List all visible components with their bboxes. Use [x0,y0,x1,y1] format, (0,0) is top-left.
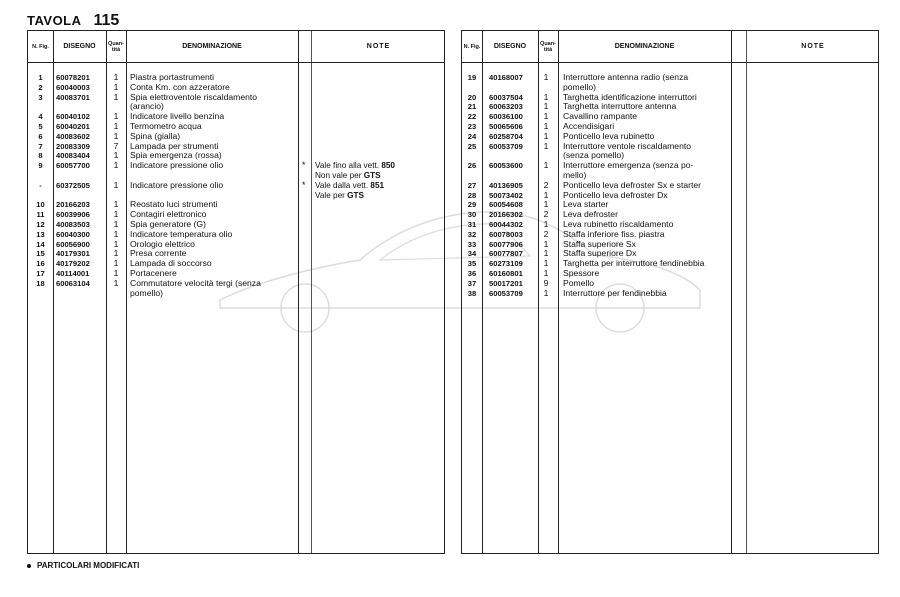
part-number: 50017201 [489,278,523,288]
row-number: 17 [36,268,45,278]
col-denominazione: DENOMINAZIONE [614,42,675,50]
row-description: Interruttore per fendinebbia [563,287,667,298]
part-number: 60044302 [489,219,523,229]
row-description: Reostato luci strumenti [130,199,218,210]
table-row [462,161,878,171]
row-quantity: 1 [543,248,549,259]
table-row [28,240,444,250]
row-description: Portacenere [130,267,177,278]
row-quantity: 1 [543,72,549,82]
part-number: 60040003 [56,82,90,92]
row-description: Targhetta identificazione interruttori [563,91,697,102]
part-number: 20166302 [489,210,523,220]
part-number: 50065606 [489,121,523,131]
row-quantity: 1 [543,91,549,102]
footer-label: PARTICOLARI MODIFICATI [37,561,140,570]
row-number: 5 [38,121,43,131]
row-quantity: 1 [113,130,119,141]
col-fig: N. Fig. [463,43,481,50]
row-description: Interruttore emergenza (senza po- [563,160,694,171]
table-row [462,269,878,279]
table-row [462,289,878,299]
row-description: Staffa superiore Sx [563,238,636,249]
col-disegno: DISEGNO [63,42,96,50]
row-description: Orologio elettrico [130,238,195,249]
row-number: 27 [467,180,477,190]
table-row [462,259,878,269]
part-number: 40083602 [56,131,90,141]
row-quantity: 1 [113,218,119,229]
row-description: Spia elettroventole riscaldamento [130,91,258,102]
footer-note [27,561,139,570]
table-row [28,210,444,220]
row-description: Staffa superiore Dx [563,248,637,259]
row-description: Spia emergenza (rossa) [130,150,222,161]
row-description: Cavallino rampante [563,111,638,122]
row-number: - [39,180,42,190]
row-description: Conta Km. con azzeratore [130,81,230,92]
col-denominazione: DENOMINAZIONE [182,42,242,50]
row-number: 21 [467,102,477,112]
row-description: Ponticello leva defroster Dx [563,189,668,200]
part-number: 40179202 [56,259,90,269]
row-quantity: 1 [543,218,549,229]
part-number: 60040300 [56,229,90,239]
header-label: TAVOLA [27,13,82,28]
row-number: 11 [36,210,45,220]
row-quantity: 1 [543,101,549,112]
row-description: Targhetta interruttore antenna [563,101,677,112]
row-description: Piastra portastrumenti [130,72,215,82]
row-quantity: 2 [543,209,549,220]
table-row [28,259,444,269]
table-row [462,181,878,191]
table-row [28,171,444,181]
row-quantity: 2 [543,179,549,190]
row-note [315,161,395,171]
row-description: Staffa inferiore fiss. piastra [563,228,665,239]
part-number: 40168007 [489,73,523,82]
row-number: 9 [38,161,43,171]
row-description: Spina (gialla) [130,130,181,141]
row-quantity: 1 [543,199,549,210]
row-quantity: 1 [543,238,549,249]
row-description: Lampada di soccorso [130,258,212,269]
part-number: 40083404 [56,151,90,161]
table-row [462,191,878,201]
row-number: 22 [467,112,477,122]
row-quantity: 1 [543,111,549,122]
table-row [28,230,444,240]
row-number: 37 [467,278,477,288]
row-description: Spessore [563,267,600,278]
col-qty: Quan- tità [540,40,556,53]
left-table [27,30,445,554]
row-number: 1 [38,73,43,82]
row-description: Targhetta per interruttore fendinebbia [563,258,705,269]
part-number: 60053709 [489,288,523,298]
note-text: Vale fino alla vett. [315,161,380,171]
table-row [462,142,878,152]
table-row [28,132,444,142]
part-number: 60258704 [489,131,523,141]
part-number: 60040201 [56,121,90,131]
row-quantity: 7 [113,140,119,151]
row-number: 8 [38,151,43,161]
table-row [28,102,444,112]
table-row [28,191,444,201]
row-number: 18 [36,278,45,288]
row-note [315,181,384,191]
row-description: mello) [563,169,587,180]
row-description: Presa corrente [130,248,187,259]
row-quantity: 1 [113,91,119,102]
row-description: Ponticello leva defroster Sx e starter [563,179,702,190]
row-description: Accendisigari [563,120,615,131]
part-number: 60040102 [56,112,90,122]
part-number: 40136905 [489,180,523,190]
table-row [462,279,878,289]
row-description: Indicatore pressione olio [130,160,224,171]
row-quantity: 1 [113,267,119,278]
table-row [28,73,444,83]
row-description: Interruttore antenna radio (senza [563,72,689,82]
row-quantity: 1 [113,209,119,220]
bullet-icon [27,564,31,568]
note-value: 850 [381,161,395,171]
table-row [28,161,444,171]
note-value: GTS [347,190,365,200]
table-row [462,200,878,210]
row-description: Interruttore ventole riscaldamento [563,140,692,151]
table-row [28,122,444,132]
part-number: 40179301 [56,249,90,259]
row-number: 2 [38,82,43,92]
part-number: 40083503 [56,219,90,229]
right-table [461,30,879,554]
row-quantity: 1 [113,150,119,161]
row-quantity: 1 [543,140,549,151]
row-number: 32 [467,229,477,239]
row-description: pomello) [130,287,163,298]
part-number: 60053709 [489,141,523,151]
table-row [28,181,444,191]
row-note [315,191,364,201]
row-number: 29 [467,200,477,210]
row-description: (senza pomello) [563,150,625,161]
row-number: 7 [38,141,43,151]
part-number: 60063203 [489,102,523,112]
part-number: 60053600 [489,161,523,171]
row-number: 23 [467,121,477,131]
row-number: 16 [36,259,45,269]
table-row [462,73,878,83]
note-asterisk: * [302,179,306,190]
table-row [28,289,444,299]
row-number: 26 [467,161,477,171]
row-number: 6 [38,131,43,141]
part-number: 60057700 [56,161,90,171]
row-quantity: 1 [113,81,119,92]
row-quantity: 1 [113,248,119,259]
col-note: NOTE [801,42,825,50]
part-number: 60054608 [489,200,523,210]
row-note [315,171,381,181]
row-quantity: 1 [113,258,119,269]
row-quantity: 1 [113,277,119,288]
part-number: 60037504 [489,92,523,102]
row-quantity: 1 [543,130,549,141]
row-description: Indicatore pressione olio [130,179,224,190]
part-number: 60063104 [56,278,90,288]
table-row [28,279,444,289]
row-quantity: 1 [113,120,119,131]
row-quantity: 1 [543,189,549,200]
row-description: Leva defroster [563,209,618,220]
row-number: 24 [467,131,477,141]
row-description: Leva rubinetto riscaldamento [563,218,674,229]
row-number: 20 [467,92,477,102]
row-quantity: 1 [113,238,119,249]
part-number: 60160801 [489,268,523,278]
row-number: 12 [36,219,45,229]
part-number: 60039906 [56,210,90,220]
row-quantity: 1 [543,267,549,278]
table-row [462,112,878,122]
col-note: NOTE [366,42,391,50]
row-quantity: 1 [543,160,549,171]
row-quantity: 2 [543,228,549,239]
note-text: Non vale per [315,170,362,180]
note-text: Vale dalla vett. [315,180,369,190]
row-description: (arancio) [130,101,164,112]
part-number: 40083701 [56,92,90,102]
table-row [28,142,444,152]
row-quantity: 1 [113,199,119,210]
table-row [28,93,444,103]
row-description: Lampada per strumenti [130,140,219,151]
row-number: 3 [38,92,43,102]
row-number: 34 [467,249,477,259]
note-text: Vale per [315,190,345,200]
row-quantity: 1 [113,228,119,239]
col-qty: Quan- tità [108,40,124,53]
row-number: 10 [36,200,45,210]
row-description: Leva starter [563,199,609,210]
row-number: 36 [467,268,477,278]
row-description: Pomello [563,277,595,288]
table-row [462,220,878,230]
part-number: 60273109 [489,259,523,269]
row-number: 25 [467,141,477,151]
part-number: 60078201 [56,73,90,82]
row-quantity: 1 [113,72,119,82]
row-quantity: 1 [113,160,119,171]
row-quantity: 9 [543,277,549,288]
row-quantity: 1 [113,179,119,190]
part-number: 60036100 [489,112,523,122]
table-row [28,220,444,230]
row-quantity: 1 [113,111,119,122]
page-header [27,12,119,30]
col-fig: N. Fig. [32,43,49,50]
row-number: 19 [467,73,477,82]
note-asterisk: * [302,160,306,171]
part-number: 60056900 [56,239,90,249]
row-description: Indicatore livello benzina [130,111,225,122]
table-row [28,112,444,122]
row-quantity: 1 [543,258,549,269]
row-description: Termometro acqua [130,120,202,131]
part-number: 50073402 [489,190,523,200]
part-number: 60372505 [56,180,90,190]
table-row [462,102,878,112]
table-row [462,230,878,240]
table-row [28,151,444,161]
row-number: 35 [467,259,477,269]
row-description: pomello) [563,81,596,92]
note-value: GTS [363,170,381,180]
row-description: Commutatore velocità tergi (senza [130,277,261,288]
row-number: 38 [467,288,477,298]
row-number: 15 [36,249,45,259]
row-number: 28 [467,190,477,200]
row-number: 31 [467,219,477,229]
row-description: Spia generatore (G) [130,218,206,229]
table-row [462,122,878,132]
note-value: 851 [370,180,385,190]
row-number: 33 [467,239,477,249]
row-quantity: 1 [543,287,549,298]
table-number: 115 [93,12,120,29]
row-description: Indicatore temperatura olio [130,228,233,239]
part-number: 20083309 [56,141,90,151]
row-number: 4 [38,112,43,122]
row-number: 30 [467,210,477,220]
table-row [28,200,444,210]
part-number: 60078003 [489,229,523,239]
part-number: 20166203 [56,200,90,210]
row-number: 14 [36,239,45,249]
row-number: 13 [36,229,45,239]
table-row [28,249,444,259]
row-description: Ponticello leva rubinetto [563,130,655,141]
row-quantity: 1 [543,120,549,131]
part-number: 40114001 [56,268,90,278]
table-row [462,240,878,250]
part-number: 60077807 [489,249,523,259]
part-number: 60077906 [489,239,523,249]
row-description: Contagiri elettronico [130,209,207,220]
col-disegno: DISEGNO [493,42,527,50]
